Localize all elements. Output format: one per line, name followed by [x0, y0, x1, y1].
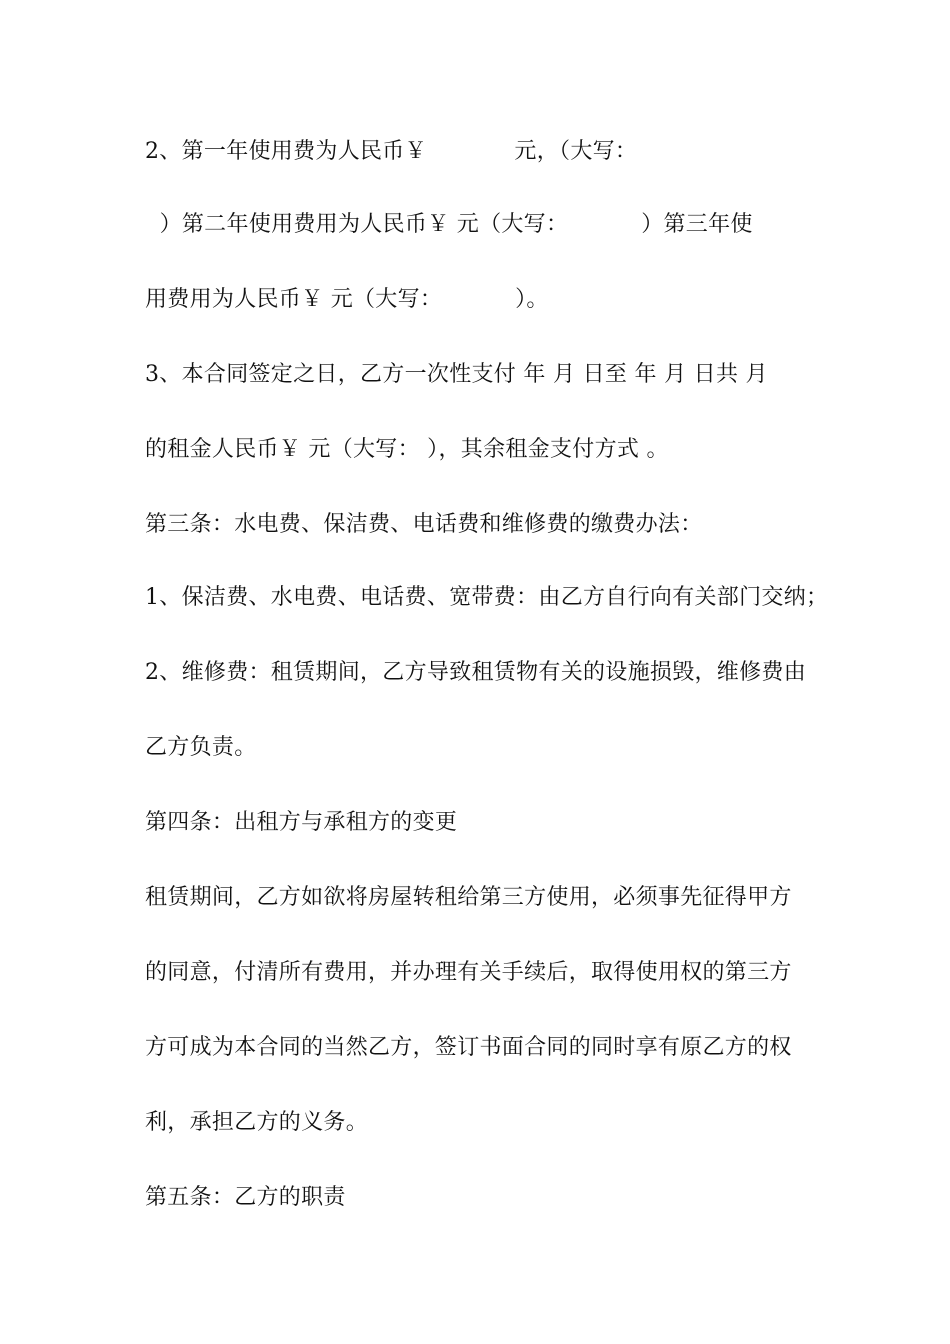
article-4-paragraph-line-4: 利，承担乙方的义务。 — [145, 1110, 369, 1135]
article-3-heading: 第三条：水电费、保洁费、电话费和维修费的缴费办法： — [145, 512, 703, 537]
article-3-item-1: 1、保洁费、水电费、电话费、宽带费：由乙方自行向有关部门交纳； — [145, 585, 829, 610]
article-3-item-2-line-1: 2、维修费：租赁期间，乙方导致租赁物有关的设施损毁，维修费由 — [145, 660, 806, 685]
article-4-heading: 第四条：出租方与承租方的变更 — [145, 810, 458, 835]
payment-fee-clause-line-1: 2、第一年使用费为人民币￥ 元，（大写： — [145, 139, 638, 164]
payment-timing-clause-line-2: 的租金人民币￥ 元（大写： ），其余租金支付方式 。 — [145, 437, 669, 462]
payment-fee-clause-line-2: ）第二年使用费用为人民币￥ 元（大写： ）第三年使 — [145, 212, 753, 237]
payment-fee-clause-line-3: 用费用为人民币￥ 元（大写： ）。 — [145, 287, 549, 312]
article-3-item-2-line-2: 乙方负责。 — [145, 735, 257, 760]
article-4-paragraph-line-1: 租赁期间，乙方如欲将房屋转租给第三方使用，必须事先征得甲方 — [145, 885, 792, 910]
payment-timing-clause-line-1: 3、本合同签定之日，乙方一次性支付 年 月 日至 年 月 日共 月 — [145, 362, 768, 387]
article-4-paragraph-line-3: 方可成为本合同的当然乙方，签订书面合同的同时享有原乙方的权 — [145, 1035, 792, 1060]
article-5-heading: 第五条：乙方的职责 — [145, 1185, 346, 1210]
article-4-paragraph-line-2: 的同意，付清所有费用，并办理有关手续后，取得使用权的第三方 — [145, 960, 792, 985]
